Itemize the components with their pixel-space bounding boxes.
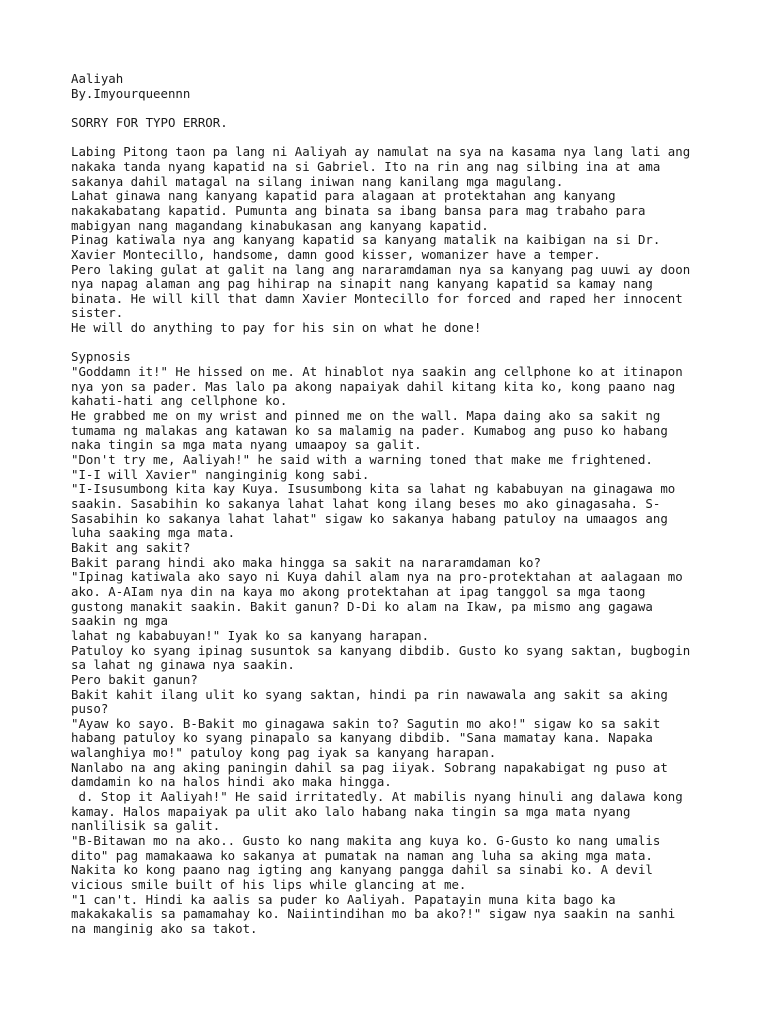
synopsis-line: gustong manakit saakin. Bakit ganun? D-Di ko alam na Ikaw, pa mismo ang gagawa bbox=[71, 598, 653, 614]
synopsis-section bbox=[71, 365, 721, 937]
synopsis-line: Bakit kahit ilang ulit ko syang saktan, hindi pa rin nawawala ang sakit sa aking bbox=[71, 686, 668, 702]
synopsis-line: habang patuloy ko syang pinapalo sa kanyang dibdib. "Sana mamatay kana. Napaka bbox=[71, 730, 653, 746]
synopsis-line: vicious smile built of his lips while glancing at me. bbox=[71, 877, 467, 893]
synopsis-line: naka tingin sa mga mata nyang umaapoy sa galit. bbox=[71, 437, 422, 453]
synopsis-line: na manginig ako sa takot. bbox=[71, 921, 258, 937]
synopsis-line: dito" pag mamakaawa ko sakanya at pumatak na naman ang luha sa aking mga mata. bbox=[71, 847, 653, 863]
synopsis-line: "I-Isusumbong kita kay Kuya. Isusumbong kita sa lahat ng kababuyan na ginagawa mo bbox=[71, 481, 676, 497]
synopsis-line: "Ayaw ko sayo. B-Bakit mo ginagawa sakin to? Sagutin mo ako!" sigaw ko sa sakit bbox=[71, 715, 661, 731]
spacer bbox=[71, 131, 721, 146]
synopsis-line: luha saaking mga mata. bbox=[71, 525, 236, 541]
intro-line: Xavier Montecillo, handsome, damn good kisser, womanizer have a temper. bbox=[71, 246, 601, 262]
synopsis-line: kamay. Halos mapaiyak pa ulit ako lalo habang naka tingin sa mga mata nyang bbox=[71, 803, 631, 819]
intro-line: sakanya dahil matagal na silang iniwan nang kanilang mga magulang. bbox=[71, 173, 564, 189]
intro-line: nakaka tanda nyang kapatid na si Gabriel. Ito na rin ang nag silbing ina at ama bbox=[71, 158, 661, 174]
spacer bbox=[71, 336, 721, 351]
synopsis-line: walanghiya mo!" patuloy kong pag iyak sa kanyang harapan. bbox=[71, 745, 497, 761]
synopsis-line: Pero bakit ganun? bbox=[71, 671, 198, 687]
synopsis-heading: Sypnosis bbox=[71, 349, 131, 365]
typo-notice: SORRY FOR TYPO ERROR. bbox=[71, 114, 228, 130]
synopsis-line: "1 can't. Hindi ka aalis sa puder ko Aaliyah. Papatayin muna kita bago ka bbox=[71, 891, 616, 907]
synopsis-line: makakakalis sa pamamahay ko. Naiintindihan mo ba ako?!" sigaw nya saakin na sanhi bbox=[71, 906, 676, 922]
synopsis-line: puso? bbox=[71, 701, 109, 717]
intro-line: binata. He will kill that damn Xavier Montecillo for forced and raped her innocent bbox=[71, 290, 683, 306]
synopsis-line: Sasabihin ko sakanya lahat lahat" sigaw ko sakanya habang patuloy na umaagos ang bbox=[71, 510, 668, 526]
synopsis-line: nanlilisik sa galit. bbox=[71, 818, 221, 834]
synopsis-line: d. Stop it Aaliyah!" He said irritatedly. At mabilis nyang hinuli ang dalawa kong bbox=[71, 789, 683, 805]
document-author: By.Imyourqueennn bbox=[71, 85, 191, 101]
synopsis-line: ako. A-AIam nya din na kaya mo akong protektahan at ipag tanggol sa mga taong bbox=[71, 583, 646, 599]
intro-line: nya napag alaman ang pag hihirap na sinapit nang kanyang kapatid sa kamay nang bbox=[71, 276, 653, 292]
intro-line: nakakabatang kapatid. Pumunta ang binata sa ibang bansa para mag trabaho para bbox=[71, 202, 646, 218]
synopsis-line: nya yon sa pader. Mas lalo pa akong napaiyak dahil kitang kita ko, kong paano nag bbox=[71, 378, 676, 394]
synopsis-line: saakin ng mga bbox=[71, 613, 168, 629]
synopsis-line: "B-Bitawan mo na ako.. Gusto ko nang makita ang kuya ko. G-Gusto ko nang umalis bbox=[71, 833, 661, 849]
synopsis-line: Bakit parang hindi ako maka hingga sa sakit na nararamdaman ko? bbox=[71, 554, 541, 570]
intro-line: sister. bbox=[71, 305, 124, 321]
spacer bbox=[71, 101, 721, 116]
synopsis-line: lahat ng kababuyan!" Iyak ko sa kanyang harapan. bbox=[71, 627, 430, 643]
synopsis-line: Patuloy ko syang ipinag susuntok sa kanyang dibdib. Gusto ko syang saktan, bugbogin bbox=[71, 642, 691, 658]
synopsis-line: damdamin ko na halos hindi ako maka hingga. bbox=[71, 774, 392, 790]
synopsis-line: Nakita ko kong paano nag igting ang kanyang pangga dahil sa sinabi ko. A devil bbox=[71, 862, 653, 878]
synopsis-line: tumama ng malakas ang katawan ko sa malamig na pader. Kumabog ang puso ko habang bbox=[71, 422, 668, 438]
document-title: Aaliyah bbox=[71, 71, 124, 86]
synopsis-line: sa lahat ng ginawa nya saakin. bbox=[71, 657, 295, 673]
synopsis-line: "I-I will Xavier" nanginginig kong sabi. bbox=[71, 466, 370, 482]
intro-section bbox=[71, 145, 721, 336]
synopsis-line: "Don't try me, Aaliyah!" he said with a warning toned that make me frightened. bbox=[71, 452, 653, 468]
intro-line: Labing Pitong taon pa lang ni Aaliyah ay namulat na sya na kasama nya lang lati ang bbox=[71, 144, 691, 160]
synopsis-line: "Goddamn it!" He hissed on me. At hinablot nya saakin ang cellphone ko at itinapon bbox=[71, 364, 683, 380]
synopsis-line: "Ipinag katiwala ako sayo ni Kuya dahil alam nya na pro-protektahan at aalagaan mo bbox=[71, 569, 683, 585]
synopsis-line: saakin. Sasabihin ko sakanya lahat lahat kong ilang beses mo ako ginagasaha. S- bbox=[71, 495, 661, 511]
intro-line: Pero laking gulat at galit na lang ang nararamdaman nya sa kanyang pag uuwi ay doon bbox=[71, 261, 691, 277]
synopsis-line: Bakit ang sakit? bbox=[71, 539, 191, 555]
intro-line: Pinag katiwala nya ang kanyang kapatid sa kanyang matalik na kaibigan na si Dr. bbox=[71, 232, 661, 248]
synopsis-line: kahati-hati ang cellphone ko. bbox=[71, 393, 288, 409]
synopsis-line: Nanlabo na ang aking paningin dahil sa pag iiyak. Sobrang napakabigat ng puso at bbox=[71, 759, 668, 775]
intro-line: mabigyan nang magandang kinabukasan ang kanyang kapatid. bbox=[71, 217, 489, 233]
intro-line: Lahat ginawa nang kanyang kapatid para alagaan at protektahan ang kanyang bbox=[71, 188, 616, 204]
document-page bbox=[71, 72, 721, 937]
synopsis-line: He grabbed me on my wrist and pinned me on the wall. Mapa daing ako sa sakit ng bbox=[71, 408, 661, 424]
intro-line: He will do anything to pay for his sin on what he done! bbox=[71, 320, 482, 336]
